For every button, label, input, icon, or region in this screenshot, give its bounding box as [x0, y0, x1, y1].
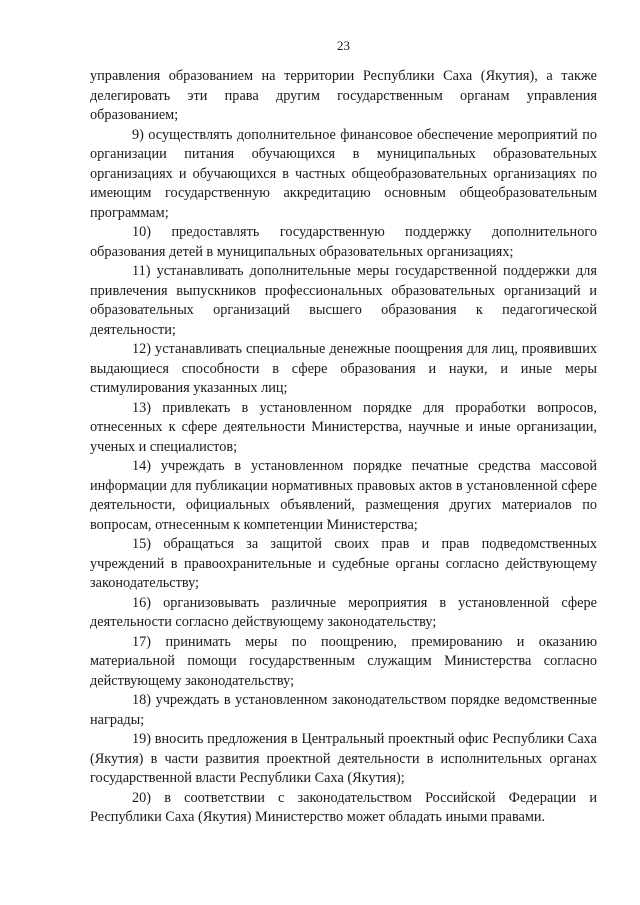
paragraph-item-9: 9) осуществлять дополнительное финансовое обеспечение мероприятий по организации питания обучающихся в муниципальных образовательных организациях и обучающихся в частных общеобразовательных организациях по имеющим государственную аккредитацию основным общеобразовательным программам; — [90, 126, 597, 221]
paragraph-continuation: управления образованием на территории Республики Саха (Якутия), а также делегировать эти права другим государственным органам управления образованием; — [90, 68, 597, 123]
page-number: 23 — [337, 38, 350, 53]
document-body — [90, 67, 597, 828]
paragraph-item-19: 19) вносить предложения в Центральный проектный офис Республики Саха (Якутия) в части развития проектной деятельности в исполнительных органах государственной власти Республики Саха (Якутия); — [90, 731, 597, 786]
paragraph-item-10: 10) предоставлять государственную поддержку дополнительного образования детей в муниципальных образовательных организациях; — [90, 224, 597, 260]
paragraph-item-16: 16) организовывать различные мероприятия в установленной сфере деятельности согласно действующему законодательству; — [90, 594, 597, 630]
paragraph-item-17: 17) принимать меры по поощрению, премированию и оказанию материальной помощи государственным служащим Министерства согласно действующему законодательству; — [90, 633, 597, 689]
document-page — [90, 0, 597, 905]
paragraph-item-18: 18) учреждать в установленном законодательством порядке ведомственные награды; — [90, 692, 597, 728]
paragraph-item-20: 20) в соответствии с законодательством Российской Федерации и Республики Саха (Якутия) Министерство может обладать иными правами. — [90, 789, 597, 825]
paragraph-item-13: 13) привлекать в установленном порядке для проработки вопросов, отнесенных к сфере деятельности Министерства, научные и иные организации, ученых и специалистов; — [90, 399, 597, 455]
paragraph-item-15: 15) обращаться за защитой своих прав и прав подведомственных учреждений в правоохранительные и судебные органы согласно действующему законодательству; — [90, 536, 597, 591]
paragraph-item-11: 11) устанавливать дополнительные меры государственной поддержки для привлечения выпускников профессиональных образовательных организаций и образовательных организаций высшего образования к педагогической деятельности; — [90, 263, 597, 338]
paragraph-item-12: 12) устанавливать специальные денежные поощрения для лиц, проявивших выдающиеся способности в сфере образования и науки, и иные меры стимулирования указанных лиц; — [90, 341, 597, 396]
paragraph-item-14: 14) учреждать в установленном порядке печатные средства массовой информации для публикации нормативных правовых актов в установленной сфере деятельности, официальных объявлений, размещения других материалов по вопросам, отнесенным к компетенции Министерства; — [90, 458, 597, 533]
